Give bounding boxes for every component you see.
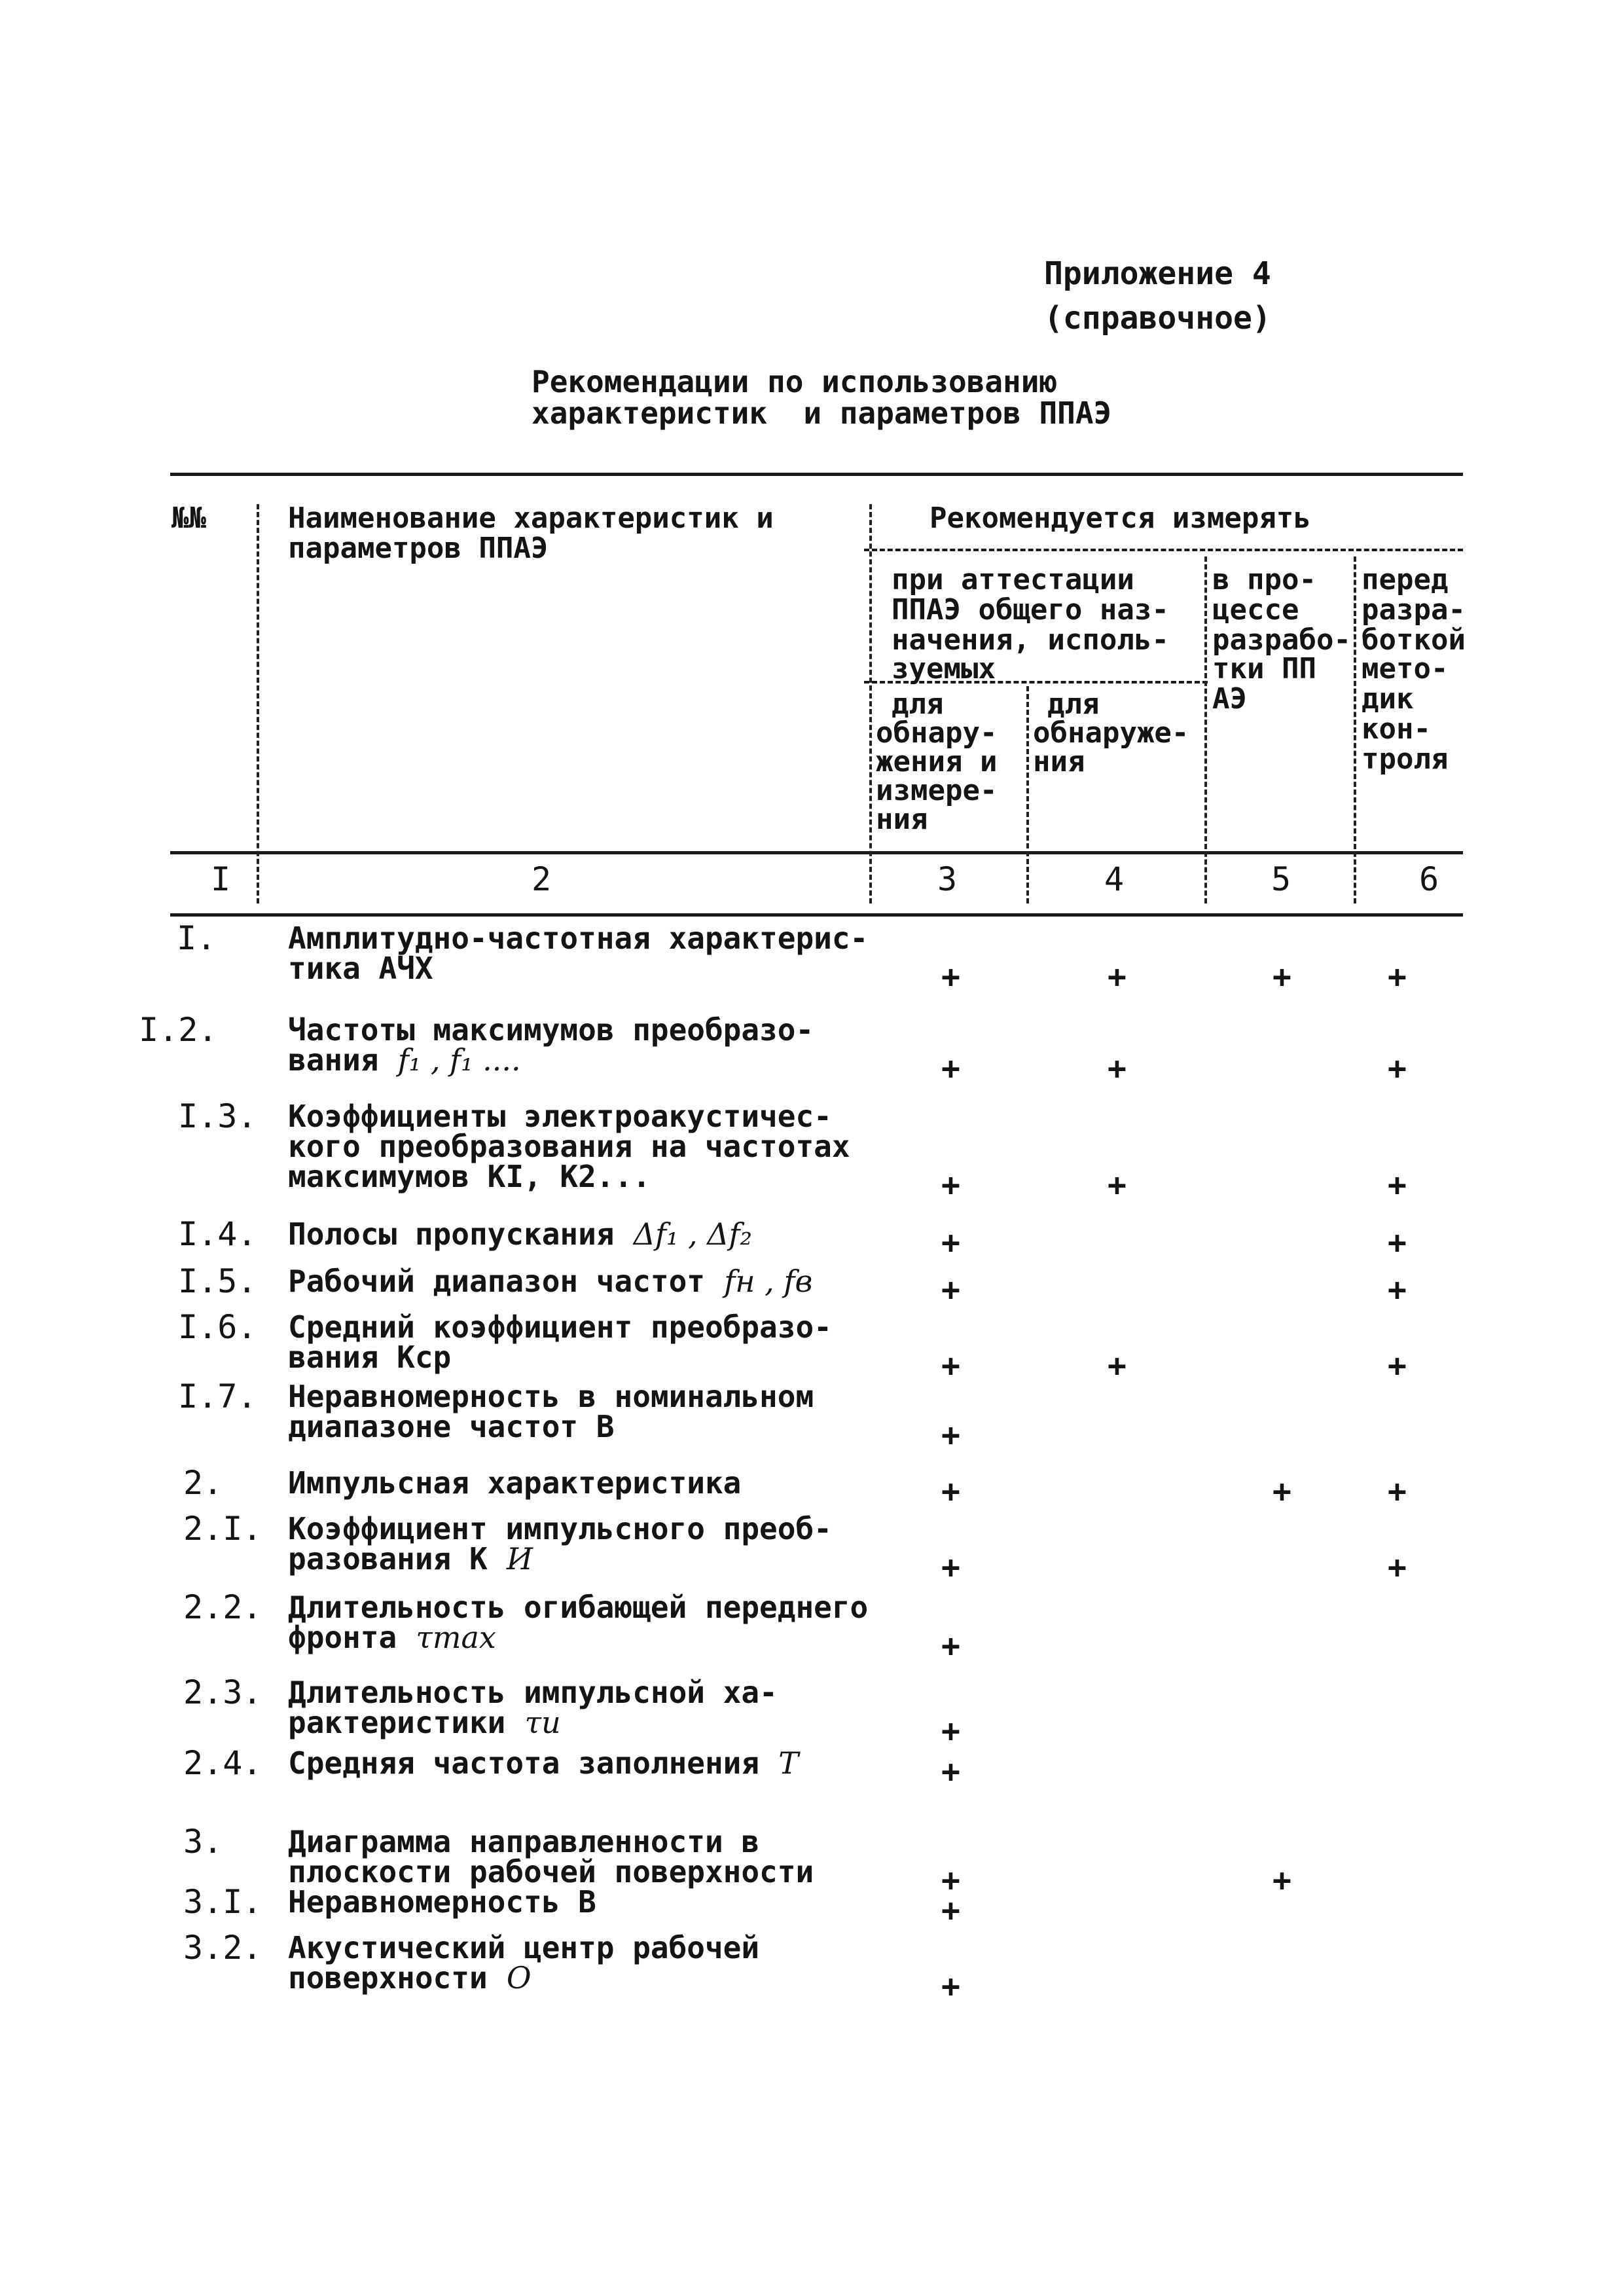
plus-mark: + xyxy=(1272,1473,1291,1510)
header-detect-measure-4: измере- xyxy=(876,774,998,807)
row-name-line: рактеристики τи xyxy=(288,1705,561,1740)
plus-mark: + xyxy=(941,1417,960,1453)
row-name-line: поверхности O xyxy=(288,1960,532,1995)
doc-title-line2: характеристик и параметров ППАЭ xyxy=(532,395,1112,431)
header-detect-3: ния xyxy=(1033,745,1085,778)
row-name-line: фронта τmax xyxy=(288,1620,496,1655)
row-number: I.2. xyxy=(139,1011,218,1049)
header-attest-3: начения, исполь- xyxy=(892,623,1169,657)
plus-mark: + xyxy=(941,1347,960,1384)
row-formula: fн , fв xyxy=(704,1264,813,1299)
plus-mark: + xyxy=(1108,1347,1127,1384)
separator-attest-dev xyxy=(1204,556,1207,903)
column-number-1: I xyxy=(211,860,231,898)
column-number-4: 4 xyxy=(1104,860,1125,898)
header-method-6: кон- xyxy=(1362,712,1431,746)
row-name-line: вания Кср xyxy=(288,1339,452,1375)
header-detect-1: для xyxy=(1047,687,1100,721)
header-detect-measure-3: жения и xyxy=(876,745,998,778)
row-name-line: тика АЧХ xyxy=(288,951,433,986)
header-method-3: боткой xyxy=(1362,623,1466,657)
row-number: I.4. xyxy=(178,1215,257,1253)
plus-mark: + xyxy=(941,1753,960,1790)
row-number: I.3. xyxy=(178,1097,257,1135)
row-name-line: Коэффициент импульсного преоб- xyxy=(288,1511,832,1546)
plus-mark: + xyxy=(1272,958,1291,995)
row-number: 2.2. xyxy=(183,1588,262,1626)
row-number: I. xyxy=(177,919,217,957)
column-number-6: 6 xyxy=(1419,860,1439,898)
header-dev-2: цессе xyxy=(1212,593,1299,627)
header-method-2: разра- xyxy=(1362,593,1466,627)
plus-mark: + xyxy=(941,1862,960,1899)
plus-mark: + xyxy=(1108,958,1127,995)
plus-mark: + xyxy=(1272,1862,1291,1899)
header-name-line2: параметров ППАЭ xyxy=(288,532,549,565)
plus-mark: + xyxy=(941,1892,960,1929)
row-name-line: Полосы пропускания Δf₁ , Δf₂ xyxy=(288,1216,752,1252)
plus-mark: + xyxy=(941,1473,960,1510)
row-name-line: Частоты максимумов преобразо- xyxy=(288,1012,814,1048)
plus-mark: + xyxy=(941,1224,960,1261)
row-formula: O xyxy=(487,1960,532,1995)
row-formula: И xyxy=(487,1541,533,1576)
plus-mark: + xyxy=(941,1167,960,1203)
column-number-2: 2 xyxy=(532,860,552,898)
plus-mark: + xyxy=(941,958,960,995)
header-dev-3: разрабо- xyxy=(1212,623,1351,657)
row-name-line: диапазоне частот В xyxy=(288,1409,615,1444)
plus-mark: + xyxy=(1108,1167,1127,1203)
table-top-rule xyxy=(170,473,1463,476)
header-method-7: троля xyxy=(1362,742,1449,776)
row-number: I.6. xyxy=(178,1308,257,1346)
column-number-3: 3 xyxy=(937,860,958,898)
header-method-5: дик xyxy=(1362,682,1414,716)
row-name-line: Коэффициенты электроакустичес- xyxy=(288,1099,832,1134)
header-recommended: Рекомендуется измерять xyxy=(929,501,1311,535)
separator-no-name xyxy=(257,504,259,903)
row-formula: f₁ , f₁ .... xyxy=(378,1042,521,1078)
row-number: 2. xyxy=(183,1464,223,1502)
plus-mark: + xyxy=(1388,958,1407,995)
annex-type: (справочное) xyxy=(1044,300,1271,337)
header-attest-4: зуемых xyxy=(892,652,996,685)
plus-mark: + xyxy=(941,1713,960,1749)
header-dev-4: тки ПП xyxy=(1212,652,1316,685)
header-detect-measure-5: ния xyxy=(876,803,928,836)
row-name-line: Неравномерность В xyxy=(288,1884,596,1920)
header-detect-2: обнаруже- xyxy=(1033,716,1189,750)
plus-mark: + xyxy=(941,1968,960,2005)
row-name-line: Диаграмма направленности в xyxy=(288,1824,760,1859)
row-name-line: Длительность огибающей переднего xyxy=(288,1590,869,1625)
header-col-number: №№ xyxy=(171,501,206,535)
row-name-line: Амплитудно-частотная характерис- xyxy=(288,920,869,956)
doc-title-line1: Рекомендации по использованию xyxy=(532,364,1058,399)
header-attest-1: при аттестации xyxy=(892,563,1134,596)
plus-mark: + xyxy=(1388,1347,1407,1384)
header-bottom-rule xyxy=(170,851,1463,854)
row-name-line: Средняя частота заполнения T xyxy=(288,1745,799,1781)
row-name-line: Длительность импульсной ха- xyxy=(288,1675,778,1710)
plus-mark: + xyxy=(941,1549,960,1586)
annex-number: Приложение 4 xyxy=(1044,255,1271,292)
row-name-line: Импульсная характеристика xyxy=(288,1465,742,1501)
row-formula: τmax xyxy=(397,1620,496,1655)
row-name-line: разования К И xyxy=(288,1541,533,1576)
plus-mark: + xyxy=(941,1271,960,1308)
header-method-1: перед xyxy=(1362,563,1449,596)
header-detect-measure-1: для xyxy=(892,687,944,721)
plus-mark: + xyxy=(1388,1271,1407,1308)
header-detect-measure-2: обнару- xyxy=(876,716,998,750)
plus-mark: + xyxy=(1388,1473,1407,1510)
row-formula: T xyxy=(759,1745,799,1781)
row-name-line: Неравномерность в номинальном xyxy=(288,1379,814,1414)
plus-mark: + xyxy=(1108,1050,1127,1087)
header-dev-5: АЭ xyxy=(1212,682,1247,716)
header-attest-2: ППАЭ общего наз- xyxy=(892,593,1169,627)
plus-mark: + xyxy=(1388,1549,1407,1586)
row-name-line: кого преобразования на частотах xyxy=(288,1129,850,1164)
row-name-line: Акустический центр рабочей xyxy=(288,1930,760,1965)
column-number-5: 5 xyxy=(1271,860,1291,898)
plus-mark: + xyxy=(941,1628,960,1664)
plus-mark: + xyxy=(1388,1167,1407,1203)
column-numbers-rule xyxy=(170,913,1463,917)
row-number: 3.2. xyxy=(183,1929,262,1967)
row-number: 3. xyxy=(183,1823,223,1861)
row-name-line: плоскости рабочей поверхности xyxy=(288,1854,814,1889)
row-number: 2.4. xyxy=(183,1744,262,1782)
row-name-line: максимумов КI, К2... xyxy=(288,1159,651,1194)
separator-col3-col4 xyxy=(1026,686,1029,903)
row-name-line: Средний коэффициент преобразо- xyxy=(288,1309,832,1345)
header-name-line1: Наименование характеристик и xyxy=(288,501,774,535)
plus-mark: + xyxy=(1388,1224,1407,1261)
row-formula: Δf₁ , Δf₂ xyxy=(614,1216,752,1252)
separator-name-recommended xyxy=(869,504,872,903)
row-number: I.5. xyxy=(178,1262,257,1300)
plus-mark: + xyxy=(941,1050,960,1087)
row-number: I.7. xyxy=(178,1377,257,1415)
row-formula: τи xyxy=(505,1705,561,1740)
row-number: 2.I. xyxy=(183,1510,262,1548)
separator-dev-method xyxy=(1354,556,1356,903)
header-method-4: мето- xyxy=(1362,652,1449,685)
row-number: 2.3. xyxy=(183,1673,262,1711)
header-rule-recommended xyxy=(864,549,1463,551)
row-number: 3.I. xyxy=(183,1883,262,1921)
row-name-line: вания f₁ , f₁ .... xyxy=(288,1042,521,1078)
plus-mark: + xyxy=(1388,1050,1407,1087)
header-dev-1: в про- xyxy=(1212,563,1316,596)
row-name-line: Рабочий диапазон частот fн , fв xyxy=(288,1264,813,1299)
